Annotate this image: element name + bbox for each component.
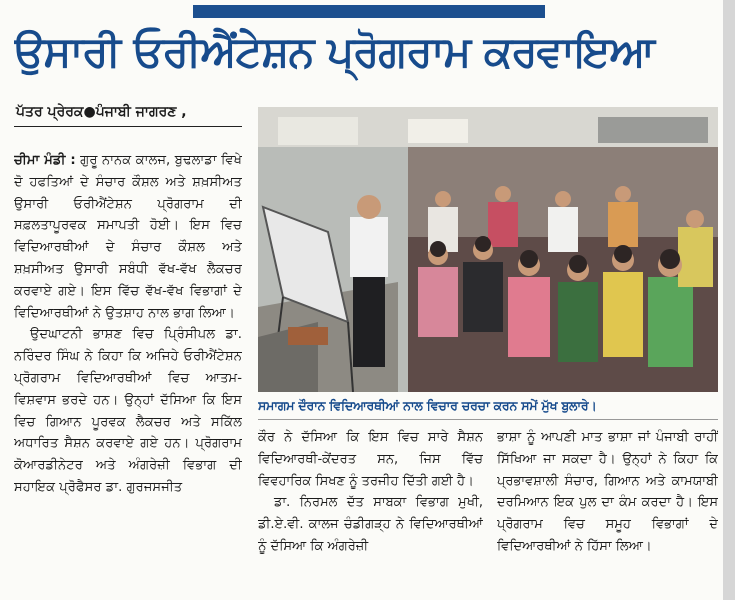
caption-divider <box>258 419 718 420</box>
paragraph-2: ਉਦਘਾਟਨੀ ਭਾਸ਼ਣ ਵਿਚ ਪ੍ਰਿੰਸੀਪਲ ਡਾ. ਨਰਿੰਦਰ ਸਿੰਘ ਨੇ ਕਿਹਾ ਕਿ ਅਜਿਹੇ ਓਰੀਐਂਟੇਸ਼ਨ ਪ੍ਰੋਗਰਾਮ ਵਿਦਿਆਰਥੀਆਂ ਵਿਚ ਆਤਮ-ਵਿਸ਼ਵਾਸ ਭਰਦੇ ਹਨ। ਉਨ੍ਹਾਂ ਦੱਸਿਆ ਕਿ ਇਸ ਵਿਚ ਗਿਆਨ ਪੂਰਵਕ ਲੈਕਚਰ ਅਤੇ ਸਕਿੱਲ ਅਧਾਰਿਤ ਸੈਸ਼ਨ ਕਰਵਾਏ ਗਏ ਹਨ। ਪ੍ਰੋਗਰਾਮ ਕੋਆਰਡੀਨੇਟਰ ਅਤੇ ਅੰਗਰੇਜ਼ੀ ਵਿਭਾਗ ਦੀ ਸਹਾਇਕ ਪ੍ਰੋਫੈਸਰ ਡਾ. ਗੁਰਜਸਜੀਤ <box>14 327 242 495</box>
column-2-paragraph-1: ਕੌਰ ਨੇ ਦੱਸਿਆ ਕਿ ਇਸ ਵਿਚ ਸਾਰੇ ਸੈਸ਼ਨ ਵਿਦਿਆਰਥੀ-ਕੇਂਦਰਤ ਸਨ, ਜਿਸ ਵਿੱਚ ਵਿਵਹਾਰਿਕ ਸਿਖਣ ਨੂੰ ਤਰਜੀਹ ਦਿੱਤੀ ਗਈ ਹੈ। <box>258 430 483 489</box>
masthead-bar <box>193 5 545 18</box>
classroom-photo-illustration <box>258 107 718 392</box>
article-column-3 <box>497 427 718 592</box>
article-column-2 <box>258 427 483 592</box>
column-2-paragraph-2: ਡਾ. ਨਿਰਮਲ ਦੱਤ ਸਾਬਕਾ ਵਿਭਾਗ ਮੁਖੀ, ਡੀ.ਏ.ਵੀ. ਕਾਲਜ ਚੰਡੀਗੜ੍ਹ ਨੇ ਵਿਦਿਆਰਥੀਆਂ ਨੂੰ ਦੱਸਿਆ ਕਿ ਅੰਗਰੇਜ਼ੀ <box>258 495 483 554</box>
column-3-paragraph-1: ਭਾਸ਼ਾ ਨੂੰ ਆਪਣੀ ਮਾਤ ਭਾਸ਼ਾ ਜਾਂ ਪੰਜਾਬੀ ਰਾਹੀਂ ਸਿੱਖਿਆ ਜਾ ਸਕਦਾ ਹੈ। ਉਨ੍ਹਾਂ ਨੇ ਕਿਹਾ ਕਿ ਪ੍ਰਭਾਵਸ਼ਾਲੀ ਸੰਚਾਰ, ਗਿਆਨ ਅਤੇ ਕਾਮਯਾਬੀ ਦਰਮਿਆਨ ਇਕ ਪੁਲ ਦਾ ਕੰਮ ਕਰਦਾ ਹੈ। ਇਸ ਪ੍ਰੋਗਰਾਮ ਵਿਚ ਸਮੂਹ ਵਿਭਾਗਾਂ ਦੇ ਵਿਦਿਆਰਥੀਆਂ ਨੇ ਹਿੱਸਾ ਲਿਆ। <box>497 430 718 554</box>
news-photo <box>258 107 718 392</box>
dateline: ਚੀਮਾ ਮੰਡੀ : <box>14 153 76 168</box>
byline-divider <box>14 126 242 127</box>
photo-caption: ਸਮਾਗਮ ਦੌਰਾਨ ਵਿਦਿਆਰਥੀਆਂ ਨਾਲ ਵਿਚਾਰ ਚਰਚਾ ਕਰਨ ਸਮੇਂ ਮੁੱਖ ਬੁਲਾਰੇ। <box>258 398 597 413</box>
page-edge <box>723 0 735 600</box>
paragraph-1 <box>14 150 242 324</box>
paragraph-1-text: ਗੁਰੂ ਨਾਨਕ ਕਾਲਜ, ਬੁਢਲਾਡਾ ਵਿਖੇ ਦੋ ਹਫਤਿਆਂ ਦੇ ਸੰਚਾਰ ਕੌਸ਼ਲ ਅਤੇ ਸ਼ਖ਼ਸੀਅਤ ਉਸਾਰੀ ਓਰੀਐਂਟੇਸ਼ਨ ਪ੍ਰੋਗਰਾਮ ਦੀ ਸਫ਼ਲਤਾਪੂਰਵਕ ਸਮਾਪਤੀ ਹੋਈ। ਇਸ ਵਿਚ ਵਿਦਿਆਰਥੀਆਂ ਦੇ ਸੰਚਾਰ ਕੌਸ਼ਲ ਅਤੇ ਸ਼ਖ਼ਸੀਅਤ ਉਸਾਰੀ ਸਬੰਧੀ ਵੱਖ-ਵੱਖ ਲੈਕਚਰ ਕਰਵਾਏ ਗਏ। ਇਸ ਵਿੱਚ ਵੱਖ-ਵੱਖ ਵਿਭਾਗਾਂ ਦੇ ਵਿਦਿਆਰਥੀਆਂ ਨੇ ਉਤਸ਼ਾਹ ਨਾਲ ਭਾਗ ਲਿਆ। <box>14 153 242 321</box>
headline: ਉਸਾਰੀ ਓਰੀਐਂਟੇਸ਼ਨ ਪ੍ਰੋਗਰਾਮ ਕਰਵਾਇਆ <box>14 27 655 76</box>
article-column-1 <box>14 150 242 590</box>
byline: ਪੱਤਰ ਪ੍ਰੇਰਕ●ਪੰਜਾਬੀ ਜਾਗਰਣ , <box>16 104 187 120</box>
